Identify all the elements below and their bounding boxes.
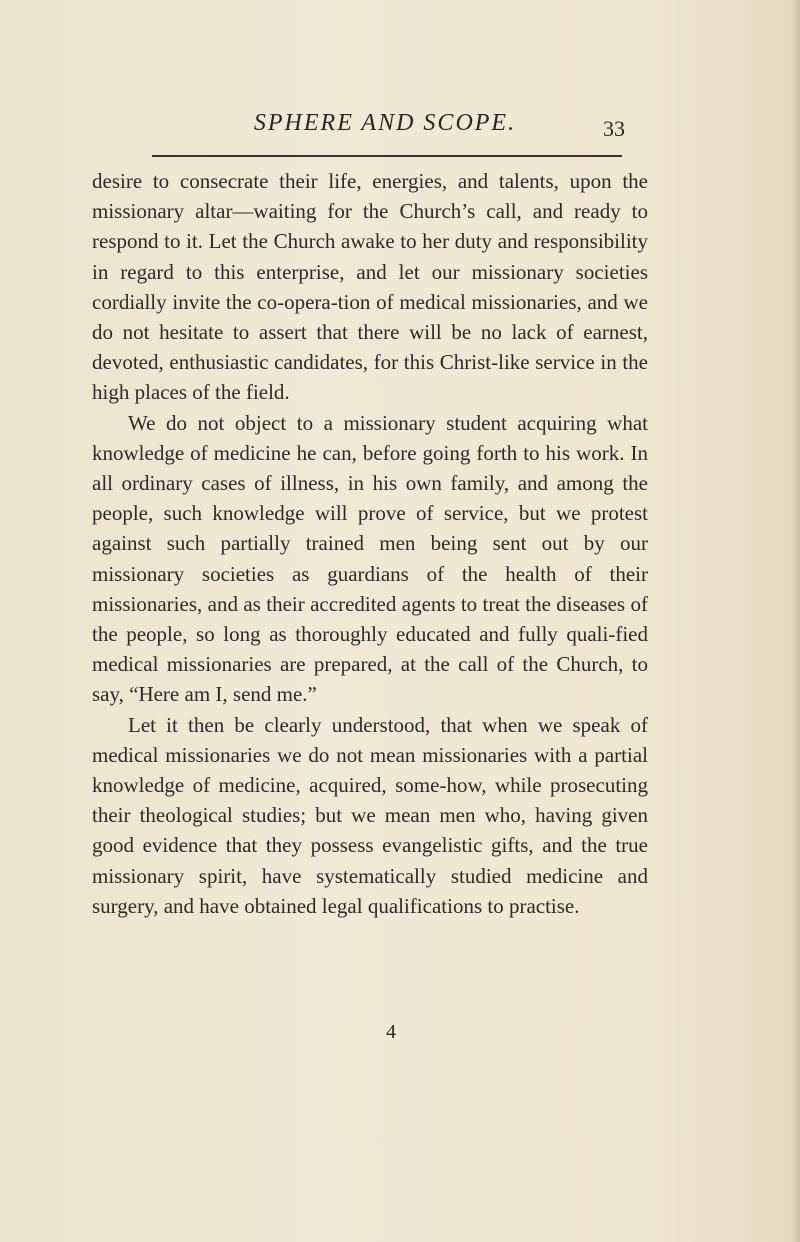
- paragraph-medical-knowledge: We do not object to a missionary student acquiring what knowledge of medicine he can, before going forth to his work. In all ordinary cases of illness, in his own family, and among the people, such knowledge will prove of service, but we protest against such partially trained men being sent out by our missionary societies as guardians of the health of their missionaries, and as their accredited agents to treat the diseases of the people, so long as thoroughly educated and fully quali-fied medical missionaries are prepared, at the call of the Church, to say, “Here am I, send me.”: [92, 410, 648, 707]
- running-head-title: SPHERE AND SCOPE.: [253, 110, 517, 136]
- page-number: 33: [603, 116, 625, 141]
- paragraph-definition: Let it then be clearly understood, that when we speak of medical missionaries we do not mean missionaries with a partial knowledge of medicine, acquired, some-how, while prosecuting their theological studies; but we mean men who, having given good evidence that they possess evangelistic gifts, and the true missionary spirit, have systematically studied medicine and surgery, and have obtained legal qualifications to practise.: [92, 712, 648, 918]
- paragraph-continued: desire to consecrate their life, energies, and talents, upon the missionary altar—waiting for the Church’s call, and ready to respond to it. Let the Church awake to her duty and responsibility in regard to this enterprise, and let our missionary societies cordially invite the co-opera-tion of medical missionaries, and we do not hesitate to assert that there will be no lack of earnest, devoted, enthusiastic candidates, for this Christ-like service in the high places of the field.: [92, 169, 648, 405]
- printer-signature-mark: 4: [386, 1021, 396, 1043]
- header-rule: [152, 155, 622, 157]
- page-edge-shadow: [790, 0, 800, 1242]
- body-text: [92, 166, 648, 921]
